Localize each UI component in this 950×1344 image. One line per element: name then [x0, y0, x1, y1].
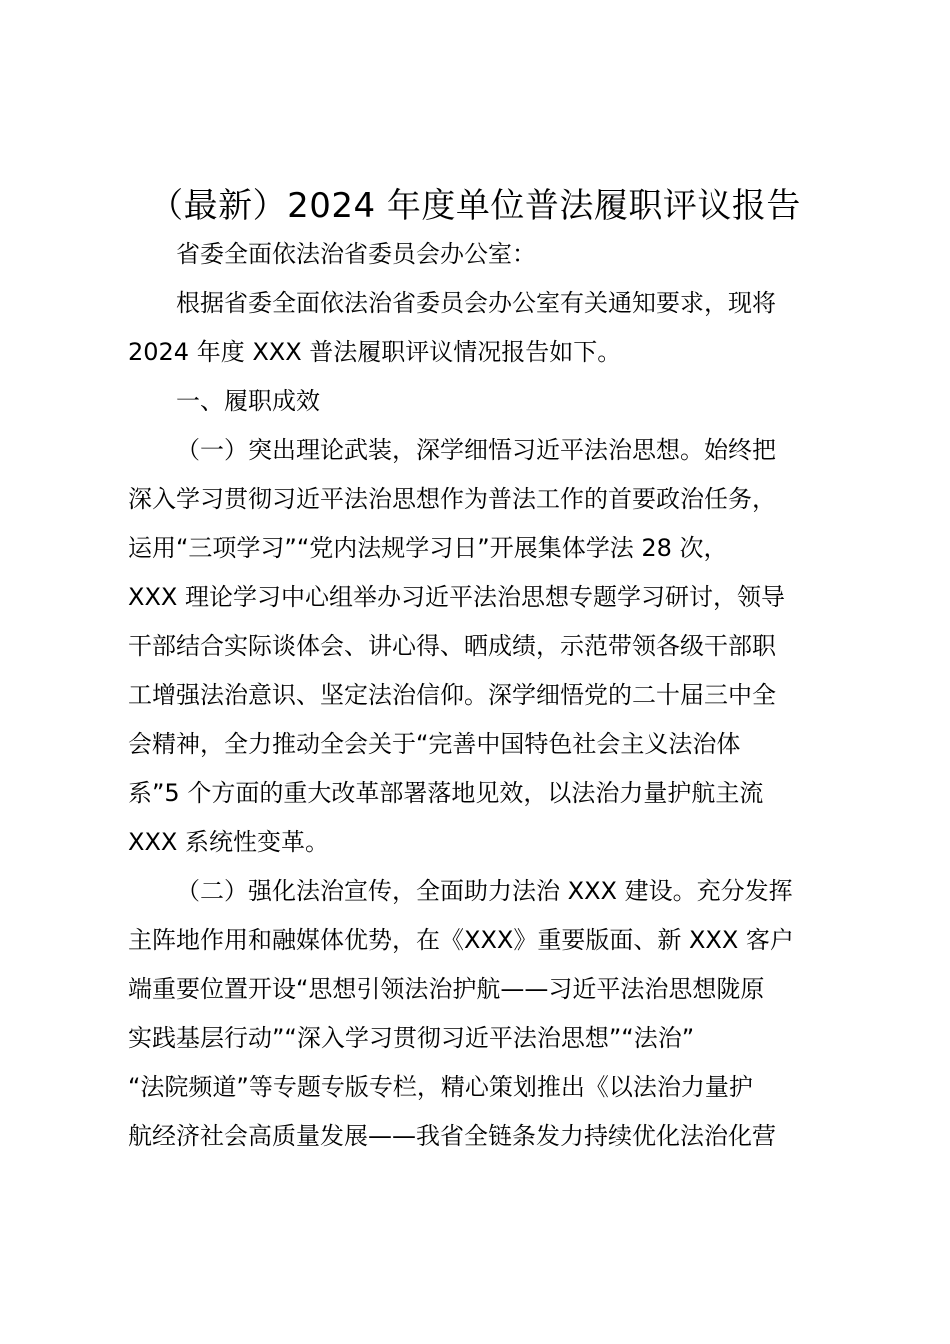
salutation: 省委全面依法治省委员会办公室： — [176, 240, 536, 268]
paragraph-line: 运用“三项学习”“党内法规学习日”开展集体学法 28 次， — [128, 534, 728, 562]
paragraph-line: （二）强化法治宣传，全面助力法治 XXX 建设。充分发挥 — [176, 877, 793, 905]
paragraph-line: （一）突出理论武装，深学细悟习近平法治思想。始终把 — [176, 436, 776, 464]
document-body — [128, 230, 848, 1161]
intro-paragraph — [128, 279, 848, 377]
paragraph-line: 实践基层行动”“深入学习贯彻习近平法治思想”“法治” — [128, 1024, 695, 1052]
paragraph-line: 会精神，全力推动全会关于“完善中国特色社会主义法治体 — [128, 730, 741, 758]
document-title: （最新）2024 年度单位普法履职评议报告 — [149, 186, 801, 226]
paragraph-line: 深入学习贯彻习近平法治思想作为普法工作的首要政治任务， — [128, 485, 776, 513]
paragraph-line: XXX 理论学习中心组举办习近平法治思想专题学习研讨，领导 — [128, 583, 785, 611]
paragraph-line: 航经济社会高质量发展——我省全链条发力持续优化法治化营 — [128, 1122, 776, 1150]
paragraph-line: “法院频道”等专题专版专栏，精心策划推出《以法治力量护 — [128, 1073, 753, 1101]
paragraph-1 — [128, 426, 848, 867]
paragraph-line: 工增强法治意识、坚定法治信仰。深学细悟党的二十届三中全 — [128, 681, 776, 709]
section-heading: 一、履职成效 — [176, 387, 320, 415]
paragraph-line: 干部结合实际谈体会、讲心得、晒成绩，示范带领各级干部职 — [128, 632, 776, 660]
paragraph-2 — [128, 867, 848, 1161]
paragraph-line: 端重要位置开设“思想引领法治护航——习近平法治思想陇原 — [128, 975, 765, 1003]
paragraph-line: 系”5 个方面的重大改革部署落地见效，以法治力量护航主流 — [128, 779, 764, 807]
intro-line: 2024 年度 XXX 普法履职评议情况报告如下。 — [128, 338, 622, 366]
paragraph-line: 主阵地作用和融媒体优势，在《XXX》重要版面、新 XXX 客户 — [128, 926, 794, 954]
intro-line: 根据省委全面依法治省委员会办公室有关通知要求，现将 — [176, 289, 776, 317]
paragraph-line: XXX 系统性变革。 — [128, 828, 329, 856]
